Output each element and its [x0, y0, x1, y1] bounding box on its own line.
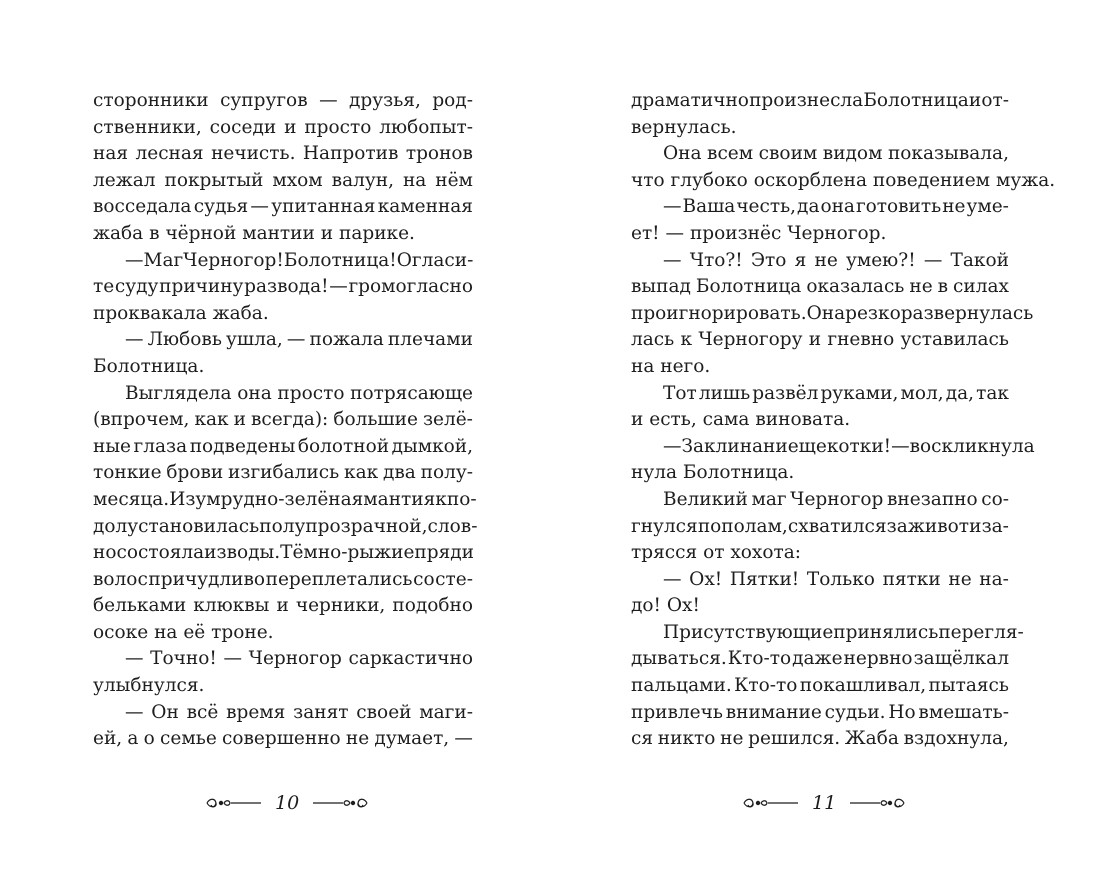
text-line: — Он всё время занят своей маги-: [125, 701, 473, 723]
text-line: — Заклинание щекотки! — воскликнула: [663, 435, 1035, 457]
right-flourish-icon: [848, 795, 906, 811]
text-line: ся никто не решился. Жаба вздохнула,: [631, 728, 1009, 750]
text-line: ственники, соседи и просто любопыт-: [93, 116, 473, 138]
text-line: до! Ох!: [631, 595, 700, 617]
text-line: ные глаза подведены болотной дымкой,: [93, 435, 473, 457]
left-flourish-icon: [742, 795, 800, 811]
text-line: проквакала жаба.: [93, 302, 269, 324]
page-number-right: 11: [812, 792, 837, 814]
text-line: привлечь внимание судьи. Но вмешать-: [631, 701, 1009, 723]
text-line: нула Болотница.: [631, 462, 795, 484]
text-line: (впрочем, как и всегда): большие зелё-: [93, 409, 473, 431]
text-line: бельками клюквы и черники, подобно: [93, 595, 473, 617]
left-page-footer: [205, 790, 369, 816]
text-line: ная лесная нечисть. Напротив тронов: [93, 143, 473, 165]
text-line: выпад Болотница оказалась не в силах: [631, 276, 1009, 298]
text-line: Тот лишь развёл руками, мол, да, так: [663, 382, 1009, 404]
text-line: — Маг Черногор! Болотница! Огласи-: [125, 249, 474, 271]
text-line: лежал покрытый мхом валун, на нём: [93, 169, 473, 191]
text-line: Она всем своим видом показывала,: [663, 143, 1009, 165]
text-line: Выглядела она просто потрясающе: [125, 382, 473, 404]
text-line: тонкие брови изгибались как два полу-: [93, 462, 473, 484]
right-flourish-icon: [311, 795, 369, 811]
text-line: — Ваша честь, да она готовить не уме-: [663, 196, 1009, 218]
left-page-text: [93, 88, 478, 753]
text-line: дываться. Кто-то даже нервно защёлкал: [631, 648, 1009, 670]
text-line: и есть, сама виновата.: [631, 409, 851, 431]
text-line: долу становилась полупрозрачной, слов-: [93, 515, 478, 537]
text-line: проигнорировать. Она резко развернулась: [631, 302, 1034, 324]
text-line: вернулась.: [631, 116, 737, 138]
text-line: ет! — произнёс Черногор.: [631, 222, 887, 244]
text-line: улыбнулся.: [93, 675, 205, 697]
text-line: ей, а о семье совершенно не думает, —: [93, 728, 473, 750]
right-page-text: [631, 88, 1056, 753]
text-line: пальцами. Кто-то покашливал, пытаясь: [631, 675, 1009, 697]
text-line: драматично произнесла Болотница и от-: [631, 90, 1009, 111]
left-flourish-icon: [205, 795, 263, 811]
text-line: что глубоко оскорблена поведением мужа.: [631, 169, 1056, 191]
text-line: — Любовь ушла, — пожала плечами: [125, 329, 473, 351]
text-line: те суду причину развода! — громогласно: [93, 276, 473, 298]
text-line: но состояла из воды. Тёмно-рыжие пряди: [93, 542, 474, 564]
text-line: месяца. Изумрудно-зелёная мантия к по-: [93, 488, 477, 510]
text-line: лась к Черногору и гневно уставилась: [631, 329, 1009, 351]
text-line: гнулся пополам, схватился за живот и за-: [631, 515, 1009, 537]
text-line: на него.: [631, 355, 711, 377]
text-line: осоке на её троне.: [93, 621, 274, 643]
text-line: жаба в чёрной мантии и парике.: [93, 222, 415, 244]
text-line: сторонники супругов — друзья, род-: [93, 90, 473, 111]
text-line: трясся от хохота:: [631, 542, 801, 564]
text-line: восседала судья — упитанная каменная: [93, 196, 473, 218]
right-page-footer: [742, 790, 906, 816]
page-number-left: 10: [275, 792, 300, 814]
text-line: волос причудливо переплетались со сте-: [93, 568, 473, 590]
text-line: — Что?! Это я не умею?! — Такой: [663, 249, 1009, 271]
text-line: — Ох! Пятки! Только пятки не на-: [663, 568, 1009, 590]
text-line: Присутствующие принялись перегля-: [663, 621, 1024, 643]
text-line: — Точно! — Черногор саркастично: [125, 648, 473, 670]
text-line: Великий маг Черногор внезапно со-: [663, 488, 1009, 510]
text-line: Болотница.: [93, 355, 205, 377]
